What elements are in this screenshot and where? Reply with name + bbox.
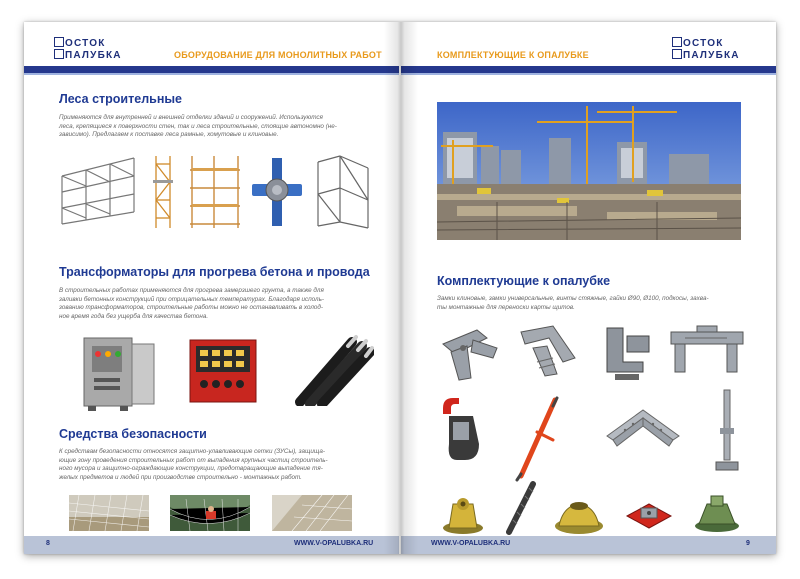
header-title: КОМПЛЕКТУЮЩИЕ К ОПАЛУБКЕ — [437, 50, 589, 60]
transformer-red-image — [186, 336, 260, 406]
logo-line-2: ПАЛУБКА — [65, 50, 122, 61]
company-logo — [672, 37, 754, 63]
scaffold-tower-image — [148, 154, 178, 230]
left-footer — [24, 536, 399, 554]
header-bar-light — [24, 73, 399, 75]
red-plate-nut-image — [623, 498, 675, 534]
right-footer — [401, 536, 776, 554]
construction-site-photo — [437, 102, 741, 240]
section-text-transformers — [59, 287, 389, 321]
text-line: зованию трансформаторов, строительные работы можно не останавливать в холод- — [59, 304, 323, 312]
universal-lock-image — [513, 322, 581, 380]
safety-net-photo-3 — [272, 495, 352, 531]
header-bar-light — [401, 73, 776, 75]
text-line: Замки клиновые, замки универсальные, винты стяжные, гайки Ø90, Ø100, подкосы, захва- — [437, 295, 709, 302]
flange-nut-image — [551, 492, 607, 536]
safety-net-photo-1 — [69, 495, 149, 531]
brochure-spread — [24, 22, 776, 554]
heating-wire-image — [294, 334, 374, 406]
text-line: К средствам безопасности относятся защитно-улавливающие сетки (ЗУСы), защища- — [59, 448, 325, 455]
text-line: заливки бетонных конструкций при отрицательных температурах. Благодаря исполь- — [59, 295, 324, 303]
wing-nut-image — [439, 494, 487, 536]
header-bar — [401, 66, 776, 73]
scaffold-coupler-image — [250, 156, 304, 228]
text-line: желых предметов и людей при производстве строительно - монтажных работ. — [59, 473, 302, 481]
text-line: ющие зону проведения строительных работ от выпадения крупных частиц строитель- — [59, 456, 328, 464]
logo-square-icon — [672, 49, 682, 59]
header-bar — [24, 66, 399, 73]
section-text-safety — [59, 448, 389, 482]
brace-prop-image — [513, 394, 563, 482]
text-line: леса, крепящиеся к поверхности стен, так и леса строительные, стоящие автономно (не- — [59, 122, 337, 130]
scaffold-wedge-image — [312, 154, 374, 230]
section-heading-transformers: Трансформаторы для прогрева бетона и провода — [59, 265, 370, 279]
page-number: 8 — [46, 540, 50, 547]
text-line: зависимо). Предлагаем к поставке леса рамные, хомутовые и клиновые. — [59, 131, 279, 139]
footer-url-link[interactable]: WWW.V-OPALUBKA.RU — [431, 540, 511, 547]
clamp-hook-image — [597, 322, 657, 384]
left-page — [24, 22, 399, 554]
safety-net-photo-2 — [170, 495, 250, 531]
wedge-lock-image — [437, 324, 503, 384]
green-wing-nut-image — [691, 492, 743, 534]
logo-square-icon — [672, 37, 682, 47]
lifting-hook-image — [439, 394, 485, 464]
text-line: ное время года без ущерба для качества бетона. — [59, 312, 209, 320]
logo-square-icon — [54, 49, 64, 59]
transformer-cabinet-image — [80, 334, 158, 412]
logo-square-icon — [54, 37, 64, 47]
section-heading-scaffolding: Леса строительные — [59, 92, 182, 106]
scaffold-frame-image — [56, 156, 140, 228]
tie-rod-image — [503, 480, 539, 536]
logo-line-1: ОСТОК — [683, 38, 724, 49]
text-line: ного мусора и защитно-ограждающие конструкции, предотвращающие выпадение тя- — [59, 465, 323, 473]
screw-jack-image — [715, 388, 739, 474]
page-number: 9 — [746, 540, 750, 547]
logo-line-2: ПАЛУБКА — [683, 50, 740, 61]
header-title: ОБОРУДОВАНИЕ ДЛЯ МОНОЛИТНЫХ РАБОТ — [174, 50, 382, 60]
footer-url-link[interactable]: WWW.V-OPALUBKA.RU — [294, 540, 374, 547]
scaffold-clamp-image — [186, 154, 244, 230]
section-text-scaffolding — [59, 114, 389, 140]
corner-profile-image — [603, 406, 683, 462]
alignment-clamp-image — [667, 322, 747, 378]
section-heading-components: Комплектующие к опалубке — [437, 274, 611, 288]
right-page — [401, 22, 776, 554]
text-line: В строительных работах применяются для прогрева замерзшего грунта, а также для — [59, 287, 324, 294]
text-line: ты монтажные для переноски карты щитов. — [437, 303, 575, 311]
company-logo — [54, 37, 136, 63]
text-line: Применяются для внутренней и внешней отделки зданий и сооружений. Используются — [59, 114, 323, 121]
section-heading-safety: Средства безопасности — [59, 427, 207, 441]
section-text-components — [437, 295, 757, 312]
logo-line-1: ОСТОК — [65, 38, 106, 49]
